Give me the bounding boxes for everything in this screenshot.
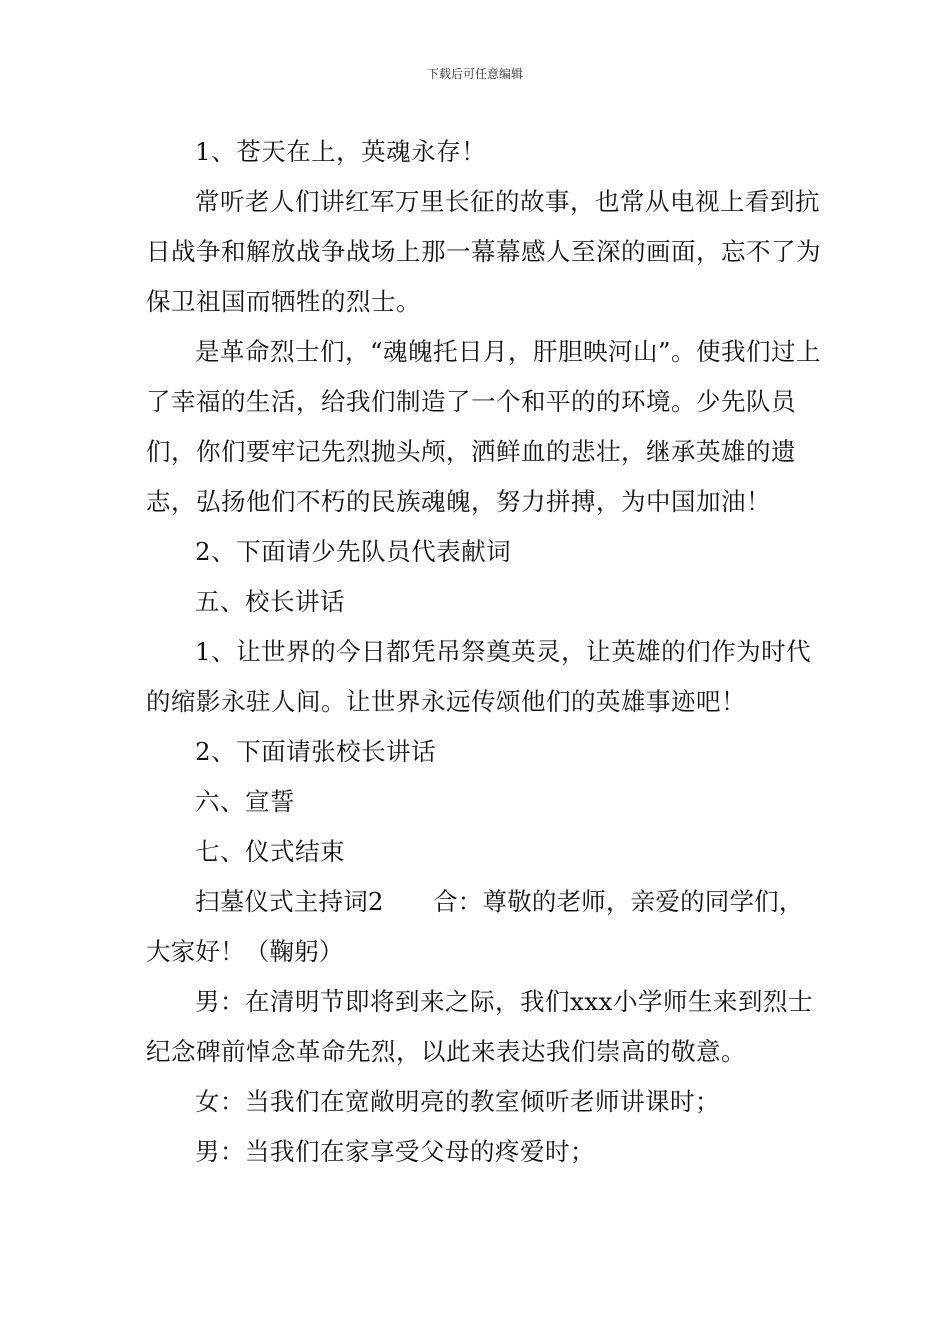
document-body: [146, 127, 826, 1177]
paragraph-7: 2、下面请张校长讲话: [195, 737, 437, 766]
paragraph-1: 1、苍天在上，英魂永存！: [195, 137, 487, 166]
paragraph-6: 1、让世界的今日都凭吊祭奠英灵，让英雄的们作为时代的缩影永驻人间。让世界永远传颂他们的英雄事迹吧！: [146, 637, 812, 716]
paragraph-11: 男：在清明节即将到来之际，我们xxx小学师生来到烈士纪念碑前悼念革命先烈，以此来表达我们崇高的敬意。: [146, 987, 813, 1066]
paragraph-4: 2、下面请少先队员代表献词: [195, 537, 512, 566]
paragraph-8: 六、宣誓: [195, 787, 295, 816]
paragraph-3: 是革命烈士们，“魂魄托日月，肝胆映河山”。使我们过上了幸福的生活，给我们制造了一个和平的的环境。少先队员们，你们要牢记先烈抛头颅，洒鲜血的悲壮，继承英雄的遗志，弘扬他们不朽的民族魂魄，努力拼搏，为中国加油！: [146, 337, 822, 516]
paragraph-12: 女：当我们在宽敞明亮的教室倾听老师讲课时；: [195, 1087, 720, 1116]
paragraph-10: 扫墓仪式主持词2 合：尊敬的老师，亲爱的同学们，大家好！（鞠躬）: [146, 887, 804, 966]
paragraph-13: 男：当我们在家享受父母的疼爱时；: [195, 1137, 595, 1166]
paragraph-5: 五、校长讲话: [195, 587, 345, 616]
page-header-note: 下载后可任意编辑: [426, 67, 523, 81]
paragraph-2: 常听老人们讲红军万里长征的故事，也常从电视上看到抗日战争和解放战争战场上那一幕幕感人至深的画面，忘不了为保卫祖国而牺牲的烈士。: [146, 187, 821, 316]
paragraph-9: 七、仪式结束: [195, 837, 345, 866]
